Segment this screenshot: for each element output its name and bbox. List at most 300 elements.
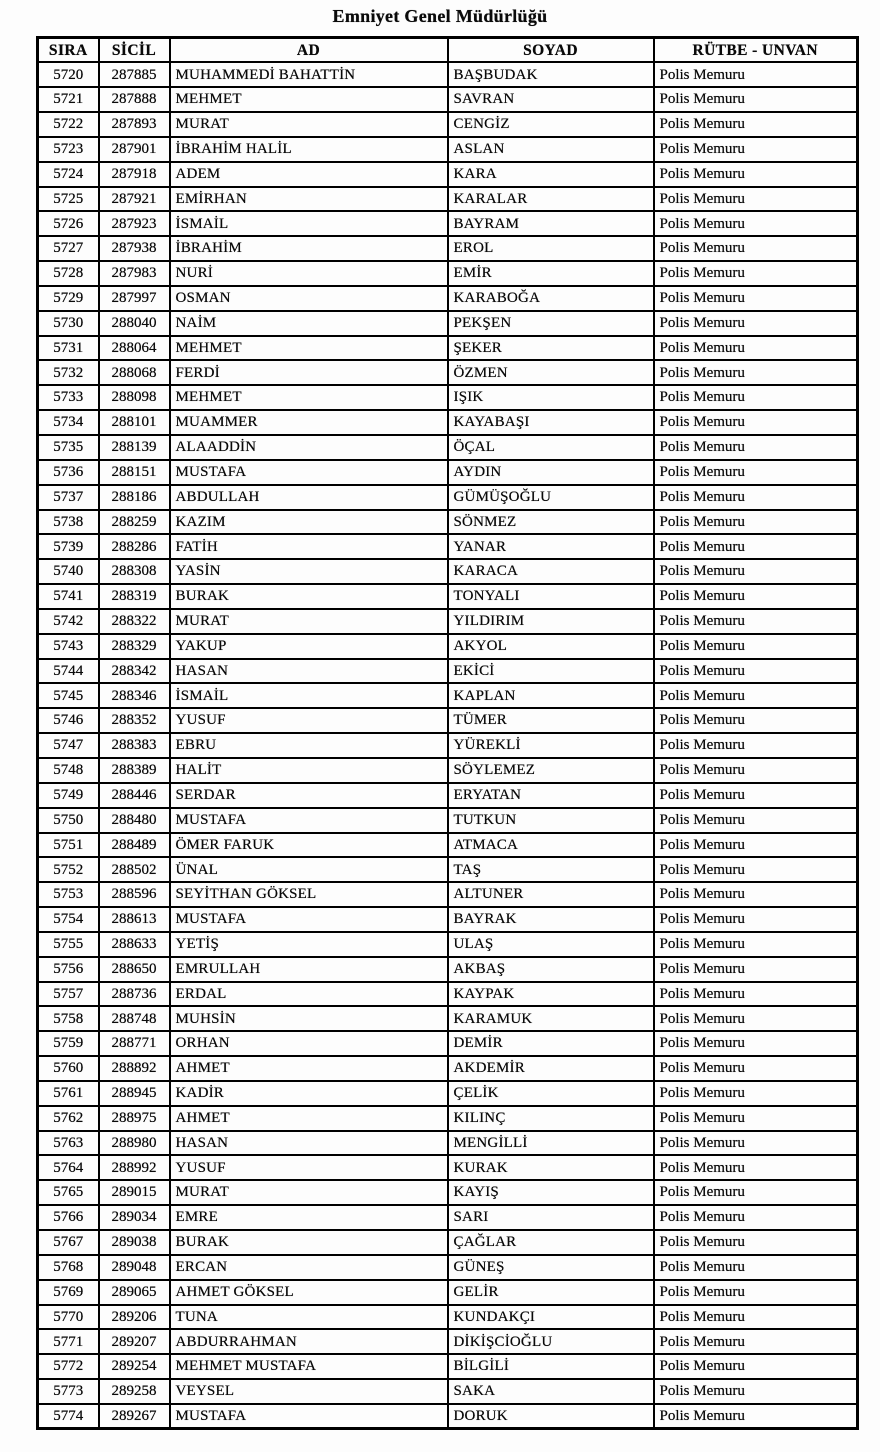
cell-soyad: TONYALI [448,584,654,609]
cell-rutbe: Polis Memuru [654,87,858,112]
column-header-soyad: SOYAD [448,38,654,63]
cell-soyad: TUTKUN [448,808,654,833]
cell-rutbe: Polis Memuru [654,758,858,783]
column-header-sicil: SİCİL [99,38,170,63]
cell-rutbe: Polis Memuru [654,1205,858,1230]
table-row [38,1230,858,1255]
cell-soyad: KILINÇ [448,1106,654,1131]
cell-ad: EMRULLAH [170,957,448,982]
cell-soyad: KUNDAKÇI [448,1305,654,1330]
cell-ad: ABDURRAHMAN [170,1329,448,1354]
cell-sicil: 288596 [99,882,170,907]
cell-sira: 5771 [38,1329,99,1354]
cell-sicil: 289038 [99,1230,170,1255]
column-header-rutbe: RÜTBE - UNVAN [654,38,858,63]
cell-sicil: 288613 [99,907,170,932]
cell-soyad: KARAMUK [448,1006,654,1031]
table-row [38,609,858,634]
table-row [38,733,858,758]
cell-rutbe: Polis Memuru [654,634,858,659]
table-row [38,1404,858,1429]
cell-sira: 5772 [38,1354,99,1379]
cell-rutbe: Polis Memuru [654,609,858,634]
cell-sira: 5770 [38,1305,99,1330]
cell-ad: MURAT [170,609,448,634]
table-row [38,336,858,361]
cell-sicil: 288736 [99,982,170,1007]
cell-soyad: EROL [448,236,654,261]
cell-soyad: KARALAR [448,187,654,212]
cell-sira: 5759 [38,1031,99,1056]
cell-sicil: 287938 [99,236,170,261]
cell-soyad: GÜNEŞ [448,1255,654,1280]
table-row [38,833,858,858]
cell-sira: 5742 [38,609,99,634]
cell-sicil: 288098 [99,385,170,410]
cell-sicil: 288186 [99,485,170,510]
cell-rutbe: Polis Memuru [654,162,858,187]
cell-sicil: 288259 [99,510,170,535]
cell-sicil: 288650 [99,957,170,982]
cell-sira: 5746 [38,708,99,733]
cell-sicil: 288633 [99,932,170,957]
table-row [38,1255,858,1280]
cell-sicil: 288329 [99,634,170,659]
cell-ad: KADİR [170,1081,448,1106]
cell-rutbe: Polis Memuru [654,211,858,236]
table-row [38,62,858,87]
cell-soyad: AKBAŞ [448,957,654,982]
cell-ad: BURAK [170,584,448,609]
cell-sicil: 288319 [99,584,170,609]
table-row [38,1081,858,1106]
cell-soyad: KAYPAK [448,982,654,1007]
table-row [38,236,858,261]
table-row [38,932,858,957]
cell-soyad: SARI [448,1205,654,1230]
table-row [38,112,858,137]
table-row [38,187,858,212]
cell-rutbe: Polis Memuru [654,137,858,162]
cell-sira: 5721 [38,87,99,112]
cell-soyad: AKYOL [448,634,654,659]
cell-sira: 5743 [38,634,99,659]
cell-sira: 5773 [38,1379,99,1404]
table-row [38,783,858,808]
cell-rutbe: Polis Memuru [654,1006,858,1031]
cell-ad: YASİN [170,559,448,584]
cell-rutbe: Polis Memuru [654,1280,858,1305]
cell-ad: YETİŞ [170,932,448,957]
cell-soyad: MENGİLLİ [448,1131,654,1156]
cell-sicil: 288945 [99,1081,170,1106]
cell-soyad: IŞIK [448,385,654,410]
cell-ad: HASAN [170,1131,448,1156]
cell-sicil: 288139 [99,435,170,460]
table-row [38,634,858,659]
cell-ad: VEYSEL [170,1379,448,1404]
cell-sira: 5730 [38,311,99,336]
table-row [38,385,858,410]
cell-ad: MURAT [170,112,448,137]
cell-sicil: 288389 [99,758,170,783]
cell-ad: EMİRHAN [170,187,448,212]
cell-rutbe: Polis Memuru [654,1056,858,1081]
cell-sira: 5744 [38,659,99,684]
cell-soyad: KAYIŞ [448,1180,654,1205]
cell-rutbe: Polis Memuru [654,1329,858,1354]
table-row [38,162,858,187]
cell-ad: FATİH [170,534,448,559]
cell-rutbe: Polis Memuru [654,708,858,733]
cell-sicil: 288748 [99,1006,170,1031]
cell-rutbe: Polis Memuru [654,833,858,858]
cell-sicil: 289254 [99,1354,170,1379]
cell-sicil: 288383 [99,733,170,758]
cell-ad: OSMAN [170,286,448,311]
personnel-table [36,36,859,1430]
cell-rutbe: Polis Memuru [654,982,858,1007]
table-row [38,1155,858,1180]
cell-soyad: PEKŞEN [448,311,654,336]
cell-soyad: AYDIN [448,460,654,485]
cell-rutbe: Polis Memuru [654,1106,858,1131]
table-row [38,485,858,510]
table-row [38,683,858,708]
cell-rutbe: Polis Memuru [654,187,858,212]
cell-sicil: 288308 [99,559,170,584]
cell-rutbe: Polis Memuru [654,1155,858,1180]
cell-sicil: 289267 [99,1404,170,1429]
cell-rutbe: Polis Memuru [654,659,858,684]
cell-sicil: 288892 [99,1056,170,1081]
cell-sira: 5733 [38,385,99,410]
cell-ad: İBRAHİM [170,236,448,261]
table-row [38,1205,858,1230]
cell-soyad: KARACA [448,559,654,584]
cell-sira: 5737 [38,485,99,510]
cell-sira: 5750 [38,808,99,833]
cell-ad: ÜNAL [170,857,448,882]
cell-sicil: 288286 [99,534,170,559]
cell-sira: 5734 [38,410,99,435]
cell-sicil: 288352 [99,708,170,733]
cell-soyad: DORUK [448,1404,654,1429]
cell-sira: 5767 [38,1230,99,1255]
table-row [38,1379,858,1404]
cell-sira: 5722 [38,112,99,137]
cell-rutbe: Polis Memuru [654,510,858,535]
cell-soyad: SAVRAN [448,87,654,112]
cell-sicil: 288068 [99,360,170,385]
table-row [38,708,858,733]
cell-sicil: 287983 [99,261,170,286]
cell-ad: NURİ [170,261,448,286]
cell-sira: 5764 [38,1155,99,1180]
page-title: Emniyet Genel Müdürlüğü [332,6,548,26]
cell-sicil: 289065 [99,1280,170,1305]
cell-soyad: YANAR [448,534,654,559]
cell-rutbe: Polis Memuru [654,584,858,609]
cell-ad: MUHAMMEDİ BAHATTİN [170,62,448,87]
cell-sicil: 289207 [99,1329,170,1354]
table-row [38,808,858,833]
cell-ad: SERDAR [170,783,448,808]
table-row [38,584,858,609]
cell-ad: TUNA [170,1305,448,1330]
cell-rutbe: Polis Memuru [654,311,858,336]
cell-rutbe: Polis Memuru [654,733,858,758]
cell-ad: YUSUF [170,708,448,733]
cell-sicil: 288489 [99,833,170,858]
cell-soyad: CENGİZ [448,112,654,137]
cell-soyad: DEMİR [448,1031,654,1056]
cell-sira: 5758 [38,1006,99,1031]
cell-sicil: 288322 [99,609,170,634]
cell-sicil: 288446 [99,783,170,808]
cell-soyad: ATMACA [448,833,654,858]
cell-sira: 5766 [38,1205,99,1230]
cell-rutbe: Polis Memuru [654,932,858,957]
cell-rutbe: Polis Memuru [654,410,858,435]
cell-sira: 5755 [38,932,99,957]
cell-rutbe: Polis Memuru [654,1379,858,1404]
table-row [38,1305,858,1330]
cell-sira: 5754 [38,907,99,932]
cell-soyad: ÇAĞLAR [448,1230,654,1255]
cell-rutbe: Polis Memuru [654,1131,858,1156]
cell-sira: 5768 [38,1255,99,1280]
table-row [38,360,858,385]
cell-sicil: 288101 [99,410,170,435]
cell-ad: FERDİ [170,360,448,385]
cell-soyad: ÖÇAL [448,435,654,460]
cell-ad: BURAK [170,1230,448,1255]
cell-ad: ALAADDİN [170,435,448,460]
cell-rutbe: Polis Memuru [654,907,858,932]
table-row [38,1280,858,1305]
cell-soyad: ÇELİK [448,1081,654,1106]
cell-soyad: EMİR [448,261,654,286]
table-row [38,137,858,162]
cell-sicil: 287921 [99,187,170,212]
cell-ad: MUSTAFA [170,460,448,485]
cell-sira: 5763 [38,1131,99,1156]
cell-sira: 5720 [38,62,99,87]
cell-ad: ÖMER FARUK [170,833,448,858]
cell-sicil: 288040 [99,311,170,336]
cell-sira: 5762 [38,1106,99,1131]
cell-sicil: 287918 [99,162,170,187]
cell-soyad: ERYATAN [448,783,654,808]
cell-sira: 5748 [38,758,99,783]
cell-sicil: 287893 [99,112,170,137]
cell-ad: AHMET [170,1056,448,1081]
cell-soyad: YÜREKLİ [448,733,654,758]
cell-sira: 5774 [38,1404,99,1429]
table-row [38,286,858,311]
table-row [38,435,858,460]
cell-rutbe: Polis Memuru [654,1180,858,1205]
cell-rutbe: Polis Memuru [654,957,858,982]
cell-ad: NAİM [170,311,448,336]
cell-soyad: SAKA [448,1379,654,1404]
cell-ad: EBRU [170,733,448,758]
cell-sicil: 288480 [99,808,170,833]
cell-sira: 5740 [38,559,99,584]
table-row [38,534,858,559]
cell-ad: MUAMMER [170,410,448,435]
cell-ad: YUSUF [170,1155,448,1180]
cell-sira: 5757 [38,982,99,1007]
cell-rutbe: Polis Memuru [654,808,858,833]
table-row [38,982,858,1007]
cell-rutbe: Polis Memuru [654,112,858,137]
cell-sira: 5738 [38,510,99,535]
cell-soyad: TAŞ [448,857,654,882]
table-row [38,957,858,982]
cell-ad: MEHMET [170,336,448,361]
cell-soyad: ALTUNER [448,882,654,907]
table-row [38,882,858,907]
cell-soyad: AKDEMİR [448,1056,654,1081]
cell-ad: MUSTAFA [170,907,448,932]
cell-ad: MEHMET [170,87,448,112]
cell-sicil: 287888 [99,87,170,112]
cell-ad: MUSTAFA [170,1404,448,1429]
cell-soyad: ÖZMEN [448,360,654,385]
cell-soyad: KARABOĞA [448,286,654,311]
cell-rutbe: Polis Memuru [654,882,858,907]
table-row [38,510,858,535]
cell-sicil: 289015 [99,1180,170,1205]
header-row [38,38,858,63]
cell-sira: 5728 [38,261,99,286]
cell-ad: AHMET GÖKSEL [170,1280,448,1305]
cell-sira: 5752 [38,857,99,882]
cell-sira: 5732 [38,360,99,385]
cell-ad: AHMET [170,1106,448,1131]
cell-rutbe: Polis Memuru [654,336,858,361]
cell-sira: 5741 [38,584,99,609]
cell-sira: 5736 [38,460,99,485]
cell-rutbe: Polis Memuru [654,460,858,485]
table-row [38,87,858,112]
cell-soyad: KAPLAN [448,683,654,708]
cell-soyad: KURAK [448,1155,654,1180]
cell-sira: 5760 [38,1056,99,1081]
table-row [38,410,858,435]
cell-ad: EMRE [170,1205,448,1230]
cell-rutbe: Polis Memuru [654,559,858,584]
cell-sicil: 287901 [99,137,170,162]
table-row [38,211,858,236]
cell-ad: MEHMET MUSTAFA [170,1354,448,1379]
cell-sicil: 287885 [99,62,170,87]
cell-sicil: 288151 [99,460,170,485]
table-row [38,857,858,882]
cell-sira: 5735 [38,435,99,460]
cell-sicil: 288992 [99,1155,170,1180]
cell-soyad: SÖNMEZ [448,510,654,535]
cell-ad: İSMAİL [170,211,448,236]
cell-sira: 5749 [38,783,99,808]
cell-soyad: ŞEKER [448,336,654,361]
cell-rutbe: Polis Memuru [654,435,858,460]
cell-sira: 5726 [38,211,99,236]
cell-sicil: 288342 [99,659,170,684]
cell-rutbe: Polis Memuru [654,1305,858,1330]
cell-ad: ORHAN [170,1031,448,1056]
column-header-ad: AD [170,38,448,63]
cell-rutbe: Polis Memuru [654,62,858,87]
cell-rutbe: Polis Memuru [654,236,858,261]
cell-sicil: 288771 [99,1031,170,1056]
cell-sicil: 288502 [99,857,170,882]
cell-sicil: 288064 [99,336,170,361]
cell-soyad: YILDIRIM [448,609,654,634]
table-row [38,311,858,336]
cell-sicil: 287997 [99,286,170,311]
cell-ad: SEYİTHAN GÖKSEL [170,882,448,907]
cell-sira: 5756 [38,957,99,982]
cell-rutbe: Polis Memuru [654,1354,858,1379]
cell-rutbe: Polis Memuru [654,1031,858,1056]
cell-rutbe: Polis Memuru [654,1081,858,1106]
cell-sira: 5739 [38,534,99,559]
cell-sicil: 288980 [99,1131,170,1156]
cell-sira: 5769 [38,1280,99,1305]
cell-ad: MUHSİN [170,1006,448,1031]
cell-sira: 5745 [38,683,99,708]
cell-rutbe: Polis Memuru [654,783,858,808]
cell-sira: 5761 [38,1081,99,1106]
cell-soyad: DİKİŞCİOĞLU [448,1329,654,1354]
cell-ad: HASAN [170,659,448,684]
cell-rutbe: Polis Memuru [654,485,858,510]
cell-sira: 5751 [38,833,99,858]
cell-ad: YAKUP [170,634,448,659]
cell-sira: 5729 [38,286,99,311]
cell-sicil: 289206 [99,1305,170,1330]
cell-sira: 5731 [38,336,99,361]
column-header-sira: SIRA [38,38,99,63]
cell-ad: MURAT [170,1180,448,1205]
cell-soyad: KAYABAŞI [448,410,654,435]
cell-soyad: GELİR [448,1280,654,1305]
cell-sicil: 289034 [99,1205,170,1230]
cell-soyad: SÖYLEMEZ [448,758,654,783]
cell-sira: 5724 [38,162,99,187]
cell-soyad: KARA [448,162,654,187]
table-row [38,460,858,485]
table-row [38,1031,858,1056]
table-row [38,559,858,584]
cell-ad: İBRAHİM HALİL [170,137,448,162]
cell-soyad: BİLGİLİ [448,1354,654,1379]
cell-soyad: ULAŞ [448,932,654,957]
cell-rutbe: Polis Memuru [654,683,858,708]
cell-sira: 5725 [38,187,99,212]
table-row [38,1354,858,1379]
cell-soyad: GÜMÜŞOĞLU [448,485,654,510]
table-row [38,1106,858,1131]
cell-soyad: BAYRAM [448,211,654,236]
table-row [38,1131,858,1156]
table-row [38,659,858,684]
cell-ad: ERCAN [170,1255,448,1280]
cell-rutbe: Polis Memuru [654,534,858,559]
